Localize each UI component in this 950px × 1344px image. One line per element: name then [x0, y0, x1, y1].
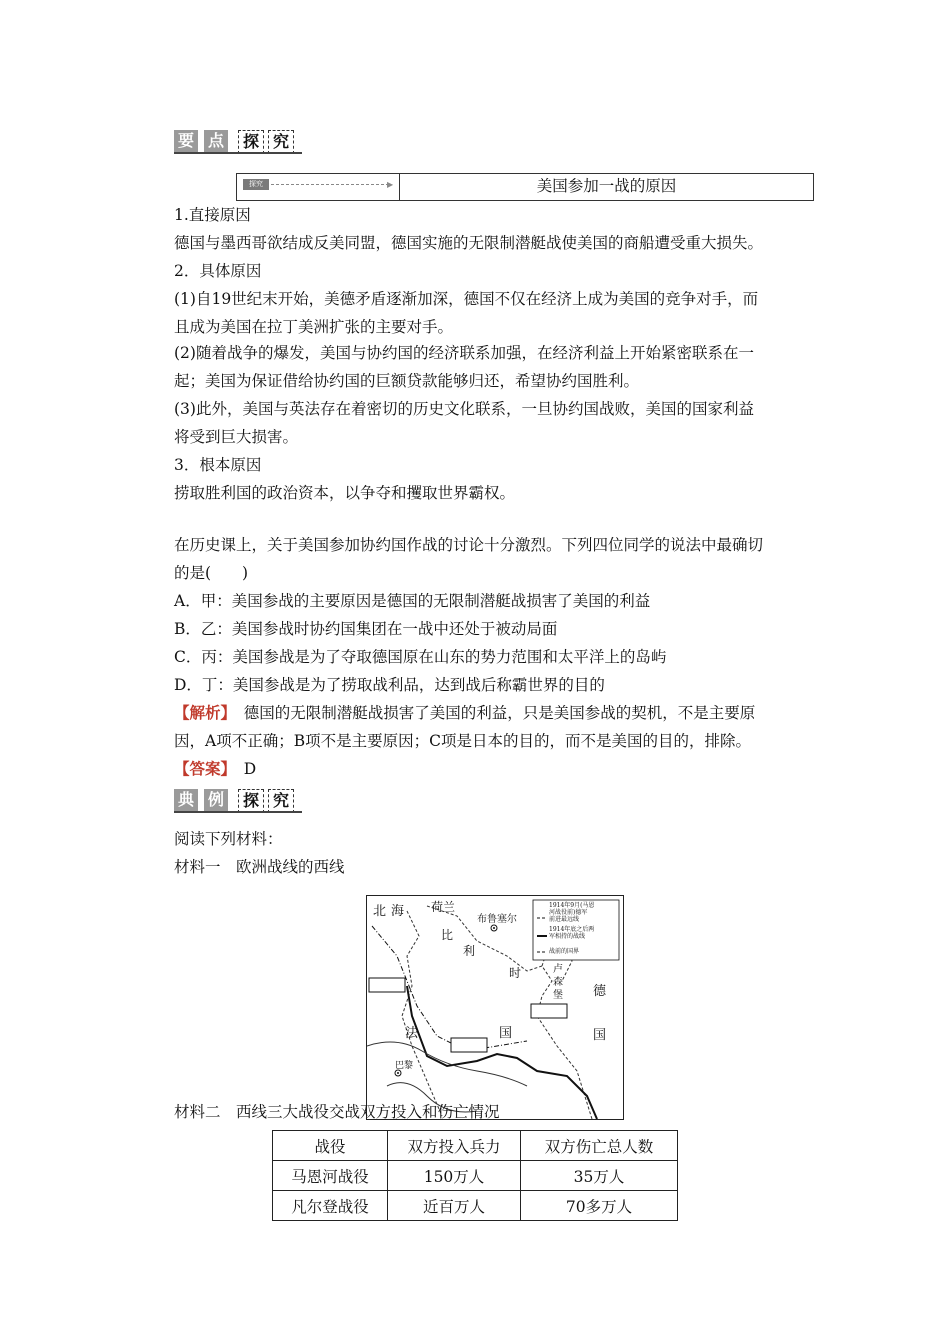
header-char: 探: [238, 130, 264, 154]
option-a: A．甲：美国参战的主要原因是德国的无限制潜艇战损害了美国的利益: [174, 592, 651, 610]
question-stem: 的是( ): [174, 564, 249, 582]
question-stem: 在历史课上，关于美国参加协约国作战的讨论十分激烈。下列四位同学的说法中最确切: [174, 536, 764, 554]
map-label: 德: [593, 984, 607, 999]
map-label: 利: [463, 944, 476, 958]
option-d: D．丁：美国参战是为了捞取战利品，达到战后称霸世界的目的: [174, 676, 605, 694]
material-one-label: 材料一 欧洲战线的西线: [174, 858, 345, 876]
answer-label: 【答案】: [174, 759, 229, 778]
legend-text: 1914年9月(马恩: [549, 902, 595, 909]
table-cell: 35万人: [521, 1161, 678, 1191]
topic-title: 美国参加一战的原因: [536, 177, 677, 195]
header-char: 究: [268, 789, 294, 813]
arrow-line: [271, 184, 389, 186]
map-label: 比: [441, 928, 454, 942]
topic-tag: 探究: [243, 179, 269, 190]
map-label: 荷兰: [431, 900, 456, 914]
map-label: 海: [391, 904, 405, 919]
legend-text: 军相持的战线: [549, 933, 586, 940]
legend-text: 前进最远线: [549, 916, 580, 923]
header-char: 究: [268, 130, 294, 154]
answer-value: D: [228, 760, 257, 778]
map-label: 法: [405, 1026, 419, 1041]
table-cell: 150万人: [388, 1161, 521, 1191]
table-header: 双方投入兵力: [388, 1131, 521, 1161]
header-char: 例: [204, 789, 228, 811]
table-header-row: [273, 1131, 678, 1161]
map-label: 森: [553, 977, 563, 988]
example-intro: 阅读下列材料：: [174, 830, 283, 848]
header-char: 点: [204, 130, 228, 152]
western-front-map: [366, 895, 624, 1120]
header-rule: [174, 811, 302, 813]
paragraph: 且成为美国在拉丁美洲扩张的主要对手。: [174, 318, 454, 336]
table-cell: 70多万人: [521, 1191, 678, 1221]
arrow-right-icon: ▶: [387, 180, 394, 189]
battle-table: [272, 1130, 678, 1221]
material-two-label: 材料二 西线三大战役交战双方投入和伤亡情况: [174, 1103, 500, 1121]
map-label: 布鲁塞尔: [477, 914, 517, 925]
topic-box: [236, 173, 814, 201]
analysis: [174, 703, 755, 723]
paragraph: (1)自19世纪末开始，美德矛盾逐渐加深，德国不仅在经济上成为美国的竞争对手，而: [174, 290, 759, 308]
table-cell: 马恩河战役: [273, 1161, 388, 1191]
paragraph: 德国与墨西哥欲结成反美同盟，德国实施的无限制潜艇战使美国的商船遭受重大损失。: [174, 234, 764, 252]
header-char: 探: [238, 789, 264, 813]
answer: [174, 759, 256, 779]
header-char: 要: [174, 130, 198, 152]
option-b: B．乙：美国参战时协约国集团在一战中还处于被动局面: [174, 620, 558, 638]
paragraph: (2)随着战争的爆发，美国与协约国的经济联系加强，在经济利益上开始紧密联系在一: [174, 344, 754, 362]
map-label: 堡: [553, 990, 563, 1001]
legend-text: 1914年底之后两: [549, 926, 595, 933]
table-cell: 近百万人: [388, 1191, 521, 1221]
table-row: [273, 1161, 678, 1191]
analysis-label: 【解析】: [174, 703, 229, 722]
header-rule: [174, 152, 302, 154]
table-header: 战役: [273, 1131, 388, 1161]
paragraph: 起；美国为保证借给协约国的巨额贷款能够归还，希望协约国胜利。: [174, 372, 640, 390]
map-label: 北: [373, 904, 387, 919]
map-label: 巴黎: [395, 1061, 414, 1071]
paragraph: 将受到巨大损害。: [174, 428, 299, 446]
map-label: 卢: [553, 964, 563, 975]
option-c: C．丙：美国参战是为了夺取德国原在山东的势力范围和太平洋上的岛屿: [174, 648, 667, 666]
legend-text: 战前的国界: [549, 948, 580, 955]
table-cell: 凡尔登战役: [273, 1191, 388, 1221]
analysis-text: 德国的无限制潜艇战损害了美国的利益，只是美国参战的契机，不是主要原: [228, 704, 756, 722]
topic-label-cell: [237, 174, 400, 200]
table-header: 双方伤亡总人数: [521, 1131, 678, 1161]
heading-direct-cause: 1.直接原因: [174, 206, 251, 224]
paragraph: 捞取胜利国的政治资本，以争夺和攫取世界霸权。: [174, 484, 516, 502]
header-char: 典: [174, 789, 198, 811]
heading-specific-cause: 2．具体原因: [174, 262, 262, 280]
table-row: [273, 1191, 678, 1221]
legend-text: 河战役前)德军: [549, 909, 588, 916]
paragraph: (3)此外，美国与英法存在着密切的历史文化联系，一旦协约国战败，美国的国家利益: [174, 400, 754, 418]
map-label: 国: [593, 1028, 607, 1043]
map-label: 时: [509, 966, 522, 980]
heading-root-cause: 3．根本原因: [174, 456, 262, 474]
map-label: 国: [499, 1026, 513, 1041]
analysis-cont: 因，A项不正确；B项不是主要原因；C项是日本的目的，而不是美国的目的，排除。: [174, 732, 751, 750]
